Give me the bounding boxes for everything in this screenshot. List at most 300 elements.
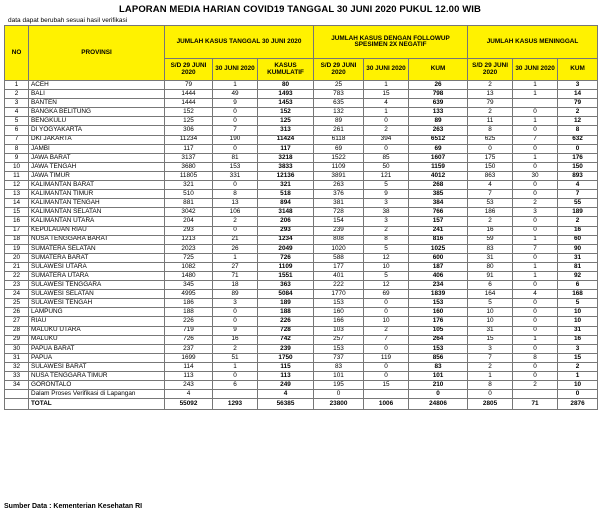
meninggal-kum-cell: 189 (558, 208, 598, 217)
followup-kum-cell: 187 (409, 262, 468, 271)
kasus-sd-cell: 321 (165, 181, 213, 190)
followup-sd-cell: 101 (314, 372, 364, 381)
followup-today-cell: 1 (364, 108, 409, 117)
row-no-cell: 27 (5, 317, 29, 326)
table-row (5, 217, 598, 226)
kasus-today-cell: 0 (213, 108, 258, 117)
kasus-today-cell: 71 (213, 271, 258, 280)
followup-kum-cell: 153 (409, 344, 468, 353)
province-name-cell: JAWA TIMUR (29, 171, 165, 180)
header-followup-today: 30 JUNI 2020 (364, 59, 409, 81)
province-name-cell: SULAWESI BARAT (29, 362, 165, 371)
kasus-kumulatif-cell: 11424 (258, 135, 314, 144)
followup-sd-cell: 783 (314, 90, 364, 99)
followup-sd-cell: 261 (314, 126, 364, 135)
row-no-cell: 2 (5, 90, 29, 99)
meninggal-sd-cell: 16 (468, 226, 513, 235)
meninggal-sd-cell: 15 (468, 335, 513, 344)
province-name-cell: KALIMANTAN TIMUR (29, 190, 165, 199)
kasus-today-cell: 8 (213, 190, 258, 199)
meninggal-kum-cell: 2 (558, 362, 598, 371)
meninggal-sd-cell: 2 (468, 217, 513, 226)
meninggal-kum-cell: 10 (558, 317, 598, 326)
kasus-today-cell: 1 (213, 253, 258, 262)
kasus-kumulatif-cell: 363 (258, 281, 314, 290)
meninggal-sd-cell: 10 (468, 317, 513, 326)
followup-today-cell: 0 (364, 308, 409, 317)
province-name-cell: Dalam Proses Verifikasi di Lapangan (29, 390, 165, 399)
header-provinsi: PROVINSI (29, 26, 165, 81)
followup-sd-cell: 737 (314, 353, 364, 362)
meninggal-sd-cell: 3 (468, 344, 513, 353)
province-name-cell: KALIMANTAN BARAT (29, 181, 165, 190)
row-no-cell: 26 (5, 308, 29, 317)
kasus-sd-cell: 2023 (165, 244, 213, 253)
row-no-cell: 30 (5, 344, 29, 353)
meninggal-kum-cell: 8 (558, 126, 598, 135)
followup-today-total-cell: 1006 (364, 399, 409, 410)
meninggal-sd-cell: 863 (468, 171, 513, 180)
kasus-today-cell: 106 (213, 208, 258, 217)
followup-today-cell: 3 (364, 199, 409, 208)
row-no-cell: 18 (5, 235, 29, 244)
meninggal-today-cell: 0 (513, 108, 558, 117)
province-name-cell: JAWA TENGAH (29, 162, 165, 171)
kasus-sd-cell: 11234 (165, 135, 213, 144)
followup-kum-cell: 26 (409, 81, 468, 90)
kasus-kumulatif-cell: 5084 (258, 290, 314, 299)
row-no-cell: 7 (5, 135, 29, 144)
header-kasus-today: 30 JUNI 2020 (213, 59, 258, 81)
meninggal-kum-cell: 893 (558, 171, 598, 180)
followup-kum-cell: 263 (409, 126, 468, 135)
followup-kum-cell: 153 (409, 299, 468, 308)
followup-today-cell: 12 (364, 281, 409, 290)
kasus-sd-cell: 3137 (165, 153, 213, 162)
meninggal-sd-cell: 10 (468, 308, 513, 317)
kasus-sd-cell: 1444 (165, 99, 213, 108)
kasus-today-cell: 51 (213, 353, 258, 362)
meninggal-kum-cell: 168 (558, 290, 598, 299)
meninggal-kum-cell: 150 (558, 162, 598, 171)
table-row (5, 190, 598, 199)
kasus-kumulatif-cell: 226 (258, 317, 314, 326)
table-row (5, 262, 598, 271)
province-name-cell: PAPUA (29, 353, 165, 362)
province-name-cell: SUMATERA UTARA (29, 271, 165, 280)
row-no-cell: 25 (5, 299, 29, 308)
followup-sd-cell: 195 (314, 381, 364, 390)
kasus-sd-cell: 186 (165, 299, 213, 308)
meninggal-kum-cell: 79 (558, 99, 598, 108)
province-name-cell: SULAWESI SELATAN (29, 290, 165, 299)
province-name-cell: BENGKULU (29, 117, 165, 126)
row-no-cell: 33 (5, 372, 29, 381)
row-no-cell: 31 (5, 353, 29, 362)
row-no-cell: 9 (5, 153, 29, 162)
province-name-cell: DI YOGYAKARTA (29, 126, 165, 135)
kasus-kumulatif-cell: 249 (258, 381, 314, 390)
followup-today-cell: 8 (364, 235, 409, 244)
followup-kum-cell: 101 (409, 372, 468, 381)
kasus-kumulatif-cell: 728 (258, 326, 314, 335)
kasus-sd-cell: 726 (165, 335, 213, 344)
province-name-cell: JAMBI (29, 144, 165, 153)
province-name-cell: SULAWESI TENGAH (29, 299, 165, 308)
kasus-today-cell: 190 (213, 135, 258, 144)
followup-today-cell: 2 (364, 126, 409, 135)
meninggal-sd-cell: 164 (468, 290, 513, 299)
followup-sd-cell: 160 (314, 308, 364, 317)
header-group-followup: JUMLAH KASUS DENGAN FOLLOWUP SPESIMEN 2X NEGATIF (314, 26, 468, 59)
meninggal-kum-cell: 2 (558, 108, 598, 117)
kasus-kumulatif-cell: 12136 (258, 171, 314, 180)
table-body (5, 81, 598, 410)
province-name-cell: KEPULAUAN RIAU (29, 226, 165, 235)
kasus-kumulatif-cell: 4 (258, 390, 314, 399)
meninggal-kum-cell: 92 (558, 271, 598, 280)
province-name-cell: BANGKA BELITUNG (29, 108, 165, 117)
followup-today-cell: 7 (364, 335, 409, 344)
meninggal-kum-cell: 3 (558, 344, 598, 353)
meninggal-kum-cell: 632 (558, 135, 598, 144)
table-row (5, 181, 598, 190)
followup-today-cell: 50 (364, 162, 409, 171)
kasus-kumulatif-cell: 518 (258, 190, 314, 199)
kasus-sd-cell: 1444 (165, 90, 213, 99)
kasus-today-cell: 0 (213, 372, 258, 381)
table-row (5, 308, 598, 317)
kasus-today-cell: 2 (213, 344, 258, 353)
followup-sd-cell: 83 (314, 362, 364, 371)
meninggal-kum-cell: 14 (558, 90, 598, 99)
kasus-today-cell: 27 (213, 262, 258, 271)
kasus-today-cell: 21 (213, 235, 258, 244)
followup-kum-cell: 89 (409, 117, 468, 126)
meninggal-sd-cell: 11 (468, 117, 513, 126)
meninggal-today-cell: 30 (513, 171, 558, 180)
kasus-today-cell: 0 (213, 144, 258, 153)
meninggal-kum-cell: 81 (558, 262, 598, 271)
kasus-kumulatif-cell: 894 (258, 199, 314, 208)
meninggal-today-cell: 8 (513, 353, 558, 362)
meninggal-sd-cell: 6 (468, 281, 513, 290)
meninggal-kum-cell: 31 (558, 253, 598, 262)
followup-sd-cell: 153 (314, 344, 364, 353)
meninggal-today-cell: 0 (513, 181, 558, 190)
followup-sd-cell: 3891 (314, 171, 364, 180)
followup-sd-cell: 154 (314, 217, 364, 226)
kasus-sd-cell: 719 (165, 326, 213, 335)
followup-today-cell: 85 (364, 153, 409, 162)
followup-kum-cell: 83 (409, 362, 468, 371)
kasus-sd-cell: 1082 (165, 262, 213, 271)
followup-kum-cell: 4012 (409, 171, 468, 180)
kasus-sd-cell: 293 (165, 226, 213, 235)
meninggal-kum-cell: 55 (558, 199, 598, 208)
province-name-cell: PAPUA BARAT (29, 344, 165, 353)
report-title: LAPORAN MEDIA HARIAN COVID19 TANGGAL 30 JUNI 2020 PUKUL 12.00 WIB (119, 4, 481, 15)
meninggal-today-cell (513, 99, 558, 108)
table-row (5, 271, 598, 280)
header-meninggal-today: 30 JUNI 2020 (513, 59, 558, 81)
meninggal-today-cell: 0 (513, 253, 558, 262)
meninggal-sd-cell: 13 (468, 90, 513, 99)
kasus-today-cell: 0 (213, 226, 258, 235)
kasus-today-cell: 9 (213, 326, 258, 335)
kasus-kumulatif-cell: 3218 (258, 153, 314, 162)
row-no-cell: 32 (5, 362, 29, 371)
meninggal-sd-cell: 150 (468, 162, 513, 171)
meninggal-sd-cell: 186 (468, 208, 513, 217)
meninggal-kum-cell: 6 (558, 281, 598, 290)
meninggal-today-cell: 0 (513, 226, 558, 235)
kasus-kumulatif-cell: 726 (258, 253, 314, 262)
kasus-sd-cell: 117 (165, 144, 213, 153)
followup-today-cell: 1 (364, 81, 409, 90)
row-no-cell: 15 (5, 208, 29, 217)
followup-kum-cell: 1607 (409, 153, 468, 162)
followup-kum-cell: 1025 (409, 244, 468, 253)
followup-kum-total-cell: 24806 (409, 399, 468, 410)
kasus-kumulatif-total-cell: 56385 (258, 399, 314, 410)
meninggal-sd-cell: 53 (468, 199, 513, 208)
followup-sd-cell: 0 (314, 390, 364, 399)
kasus-sd-cell: 4 (165, 390, 213, 399)
meninggal-sd-cell: 7 (468, 190, 513, 199)
followup-today-cell: 38 (364, 208, 409, 217)
province-name-cell: SULAWESI UTARA (29, 262, 165, 271)
province-name-cell: JAWA BARAT (29, 153, 165, 162)
followup-sd-cell: 263 (314, 181, 364, 190)
kasus-kumulatif-cell: 125 (258, 117, 314, 126)
meninggal-today-cell: 1 (513, 117, 558, 126)
kasus-sd-cell: 114 (165, 362, 213, 371)
meninggal-sd-cell: 31 (468, 326, 513, 335)
total-no-cell (5, 399, 29, 410)
kasus-sd-cell: 152 (165, 108, 213, 117)
meninggal-kum-cell: 7 (558, 190, 598, 199)
meninggal-sd-cell: 0 (468, 390, 513, 399)
followup-today-cell: 0 (364, 344, 409, 353)
meninggal-today-cell: 0 (513, 326, 558, 335)
meninggal-today-cell: 1 (513, 335, 558, 344)
followup-today-cell (364, 390, 409, 399)
kasus-today-cell: 331 (213, 171, 258, 180)
followup-kum-cell: 406 (409, 271, 468, 280)
row-no-cell: 21 (5, 262, 29, 271)
table-row (5, 344, 598, 353)
table-row (5, 281, 598, 290)
kasus-today-cell: 0 (213, 117, 258, 126)
province-name-cell: MALUKU (29, 335, 165, 344)
meninggal-today-cell: 2 (513, 381, 558, 390)
kasus-sd-cell: 1699 (165, 353, 213, 362)
row-no-cell: 8 (5, 144, 29, 153)
kasus-today-cell: 3 (213, 299, 258, 308)
kasus-sd-cell: 3042 (165, 208, 213, 217)
province-name-cell: NUSA TENGGARA BARAT (29, 235, 165, 244)
meninggal-today-cell: 0 (513, 126, 558, 135)
row-no-cell: 17 (5, 226, 29, 235)
kasus-kumulatif-cell: 115 (258, 362, 314, 371)
meninggal-sd-cell: 8 (468, 381, 513, 390)
table-row (5, 126, 598, 135)
table-row (5, 90, 598, 99)
followup-today-cell: 0 (364, 372, 409, 381)
row-no-cell: 5 (5, 117, 29, 126)
kasus-sd-total-cell: 55092 (165, 399, 213, 410)
kasus-sd-cell: 226 (165, 317, 213, 326)
row-no-cell: 22 (5, 271, 29, 280)
meninggal-sd-cell: 59 (468, 235, 513, 244)
meninggal-today-cell: 0 (513, 217, 558, 226)
followup-today-cell: 2 (364, 226, 409, 235)
followup-today-cell: 15 (364, 381, 409, 390)
row-no-cell: 28 (5, 326, 29, 335)
followup-today-cell: 3 (364, 217, 409, 226)
meninggal-today-cell: 3 (513, 208, 558, 217)
kasus-today-cell: 18 (213, 281, 258, 290)
followup-today-cell: 4 (364, 99, 409, 108)
kasus-sd-cell: 345 (165, 281, 213, 290)
kasus-kumulatif-cell: 293 (258, 226, 314, 235)
kasus-kumulatif-cell: 1493 (258, 90, 314, 99)
table-row (5, 117, 598, 126)
kasus-kumulatif-cell: 321 (258, 181, 314, 190)
table-row (5, 335, 598, 344)
table-row (5, 108, 598, 117)
kasus-sd-cell: 204 (165, 217, 213, 226)
table-row (5, 153, 598, 162)
meninggal-kum-cell: 15 (558, 353, 598, 362)
table-row (5, 253, 598, 262)
header-no: NO (5, 26, 29, 81)
covid-table-container (4, 25, 597, 410)
kasus-sd-cell: 725 (165, 253, 213, 262)
meninggal-sd-cell: 31 (468, 253, 513, 262)
meninggal-today-cell: 2 (513, 199, 558, 208)
followup-kum-cell: 0 (409, 390, 468, 399)
followup-sd-cell: 177 (314, 262, 364, 271)
followup-kum-cell: 210 (409, 381, 468, 390)
meninggal-today-cell: 1 (513, 262, 558, 271)
province-name-cell: LAMPUNG (29, 308, 165, 317)
meninggal-sd-total-cell: 2805 (468, 399, 513, 410)
followup-sd-cell: 132 (314, 108, 364, 117)
province-name-cell: SULAWESI TENGGARA (29, 281, 165, 290)
followup-kum-cell: 268 (409, 181, 468, 190)
meninggal-today-cell: 1 (513, 271, 558, 280)
followup-today-cell: 119 (364, 353, 409, 362)
row-no-cell: 29 (5, 335, 29, 344)
kasus-kumulatif-cell: 3833 (258, 162, 314, 171)
meninggal-kum-cell: 4 (558, 181, 598, 190)
meninggal-sd-cell: 2 (468, 108, 513, 117)
followup-sd-cell: 1020 (314, 244, 364, 253)
followup-today-cell: 121 (364, 171, 409, 180)
table-row (5, 171, 598, 180)
followup-kum-cell: 766 (409, 208, 468, 217)
kasus-sd-cell: 3680 (165, 162, 213, 171)
kasus-kumulatif-cell: 2049 (258, 244, 314, 253)
followup-sd-cell: 257 (314, 335, 364, 344)
header-group-meninggal: JUMLAH KASUS MENINGGAL (468, 26, 598, 59)
followup-today-cell: 2 (364, 326, 409, 335)
kasus-sd-cell: 237 (165, 344, 213, 353)
meninggal-kum-cell: 3 (558, 81, 598, 90)
meninggal-kum-cell: 176 (558, 153, 598, 162)
kasus-today-total-cell: 1293 (213, 399, 258, 410)
meninggal-kum-cell: 12 (558, 117, 598, 126)
followup-sd-cell: 401 (314, 271, 364, 280)
followup-today-cell: 15 (364, 90, 409, 99)
kasus-today-cell: 13 (213, 199, 258, 208)
province-name-cell: MALUKU UTARA (29, 326, 165, 335)
meninggal-kum-cell: 2 (558, 217, 598, 226)
row-no-cell: 12 (5, 181, 29, 190)
followup-kum-cell: 105 (409, 326, 468, 335)
province-name-cell: NUSA TENGGARA TIMUR (29, 372, 165, 381)
kasus-kumulatif-cell: 1750 (258, 353, 314, 362)
followup-today-cell: 10 (364, 317, 409, 326)
row-no-cell: 11 (5, 171, 29, 180)
header-meninggal-sd: S/D 29 JUNI 2020 (468, 59, 513, 81)
kasus-today-cell: 0 (213, 317, 258, 326)
table-row (5, 317, 598, 326)
meninggal-sd-cell: 2 (468, 81, 513, 90)
source-note: Sumber Data : Kementerian Kesehatan RI (4, 503, 143, 510)
kasus-kumulatif-cell: 239 (258, 344, 314, 353)
meninggal-sd-cell: 83 (468, 244, 513, 253)
meninggal-today-cell: 0 (513, 344, 558, 353)
meninggal-kum-cell: 5 (558, 299, 598, 308)
table-row (5, 390, 598, 399)
table-row (5, 381, 598, 390)
meninggal-sd-cell: 0 (468, 144, 513, 153)
followup-sd-cell: 222 (314, 281, 364, 290)
row-no-cell: 16 (5, 217, 29, 226)
kasus-today-cell: 9 (213, 99, 258, 108)
meninggal-today-cell: 0 (513, 299, 558, 308)
followup-today-cell: 5 (364, 181, 409, 190)
followup-kum-cell: 600 (409, 253, 468, 262)
row-no-cell: 19 (5, 244, 29, 253)
header-followup-kum: KUM (409, 59, 468, 81)
followup-kum-cell: 385 (409, 190, 468, 199)
province-name-cell: BANTEN (29, 99, 165, 108)
kasus-kumulatif-cell: 117 (258, 144, 314, 153)
followup-sd-cell: 166 (314, 317, 364, 326)
kasus-sd-cell: 1213 (165, 235, 213, 244)
province-name-cell: KALIMANTAN TENGAH (29, 199, 165, 208)
kasus-kumulatif-cell: 1234 (258, 235, 314, 244)
meninggal-kum-total-cell: 2876 (558, 399, 598, 410)
followup-sd-cell: 69 (314, 144, 364, 153)
kasus-today-cell: 153 (213, 162, 258, 171)
followup-today-cell: 0 (364, 144, 409, 153)
followup-today-cell: 0 (364, 362, 409, 371)
table-row (5, 81, 598, 90)
followup-sd-cell: 588 (314, 253, 364, 262)
meninggal-sd-cell: 175 (468, 153, 513, 162)
meninggal-kum-cell: 10 (558, 381, 598, 390)
followup-today-cell: 69 (364, 290, 409, 299)
meninggal-today-cell: 0 (513, 281, 558, 290)
row-no-cell: 23 (5, 281, 29, 290)
table-row (5, 162, 598, 171)
followup-kum-cell: 1159 (409, 162, 468, 171)
